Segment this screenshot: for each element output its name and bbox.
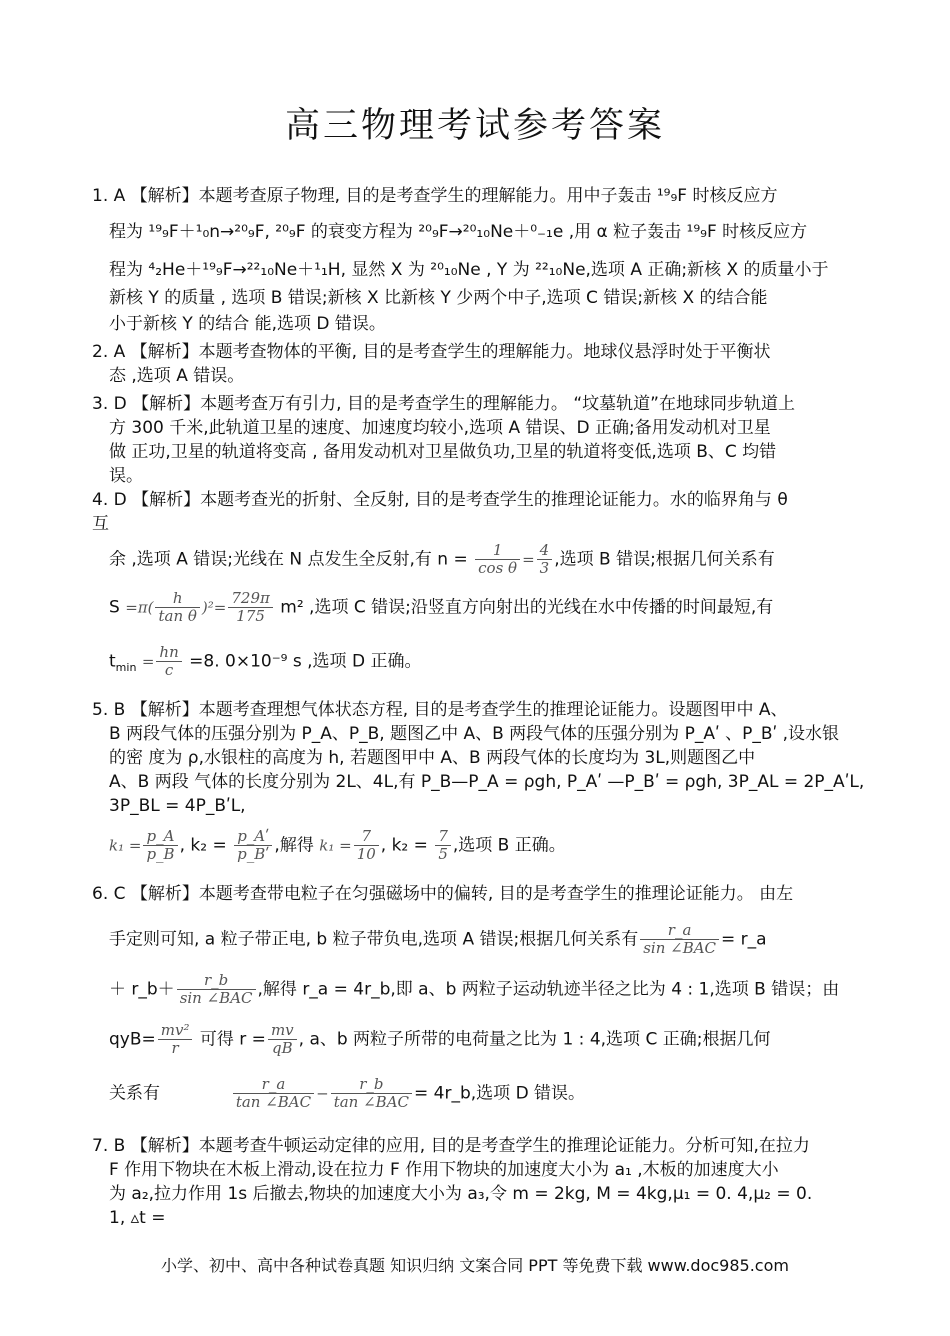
- answer-3-line-1: 3. D 【解析】本题考查万有引力, 目的是考查学生的理解能力。 “坟墓轨道”在地球同步轨道上: [92, 394, 795, 414]
- squared-equals: )²=: [201, 598, 227, 617]
- answer-5-line-4: A、B 两段 气体的长度分别为 2L、4L,有 P_B—P_A = ρgh, P_Aʹ —P_Bʹ = ρgh, 3P_AL = 2P_AʹL,: [109, 772, 865, 792]
- answer-7-line-3: 为 a₂,拉力作用 1s 后撤去,物块的加速度大小为 a₃,令 m = 2kg, M = 4kg,μ₁ = 0. 4,μ₂ = 0.: [109, 1184, 813, 1204]
- answer-6-line-4: [92, 1022, 889, 1057]
- area-symbol: S: [109, 597, 120, 618]
- answer-1-line-4: 新核 Y 的质量 , 选项 B 错误;新核 X 比新核 Y 少两个中子,选项 C 错误;新核 X 的结合能: [109, 288, 768, 308]
- fraction-7-over-5: $\frac{7}{5}$: [435, 828, 451, 863]
- answer-4-line-2: 互: [92, 514, 109, 534]
- answer-5-line-1: 5. B 【解析】本题考查理想气体状态方程, 目的是考查学生的推理论证能力。设题图甲中 A、: [92, 700, 788, 720]
- fraction-h-over-tan: $\frac{h}{\text{tan θ}}$: [155, 590, 199, 625]
- answer-6-text: qyB=: [109, 1029, 156, 1050]
- answer-4-text: ,选项 B 错误;根据几何关系有: [554, 549, 775, 570]
- footer-text: 小学、初中、高中各种试卷真题 知识归纳 文案合同 PPT 等免费下载 www.doc985.com: [161, 1256, 789, 1275]
- k1-label: k₁ =: [319, 836, 352, 855]
- answer-3-line-3: 做 正功,卫星的轨道将变高 , 备用发动机对卫星做负功,卫星的轨道将变低,选项 B、C 均错: [109, 442, 777, 462]
- answer-6-line-5: [92, 1076, 889, 1111]
- answer-6-text: 手定则可知, a 粒子带正电, b 粒子带负电,选项 A 错误;根据几何关系有: [109, 929, 639, 950]
- fraction-ra-over-tan: $\frac{r\_a}{\text{tan ∠BAC}}$: [233, 1076, 314, 1111]
- answer-4-line-1: 4. D 【解析】本题考查光的折射、全反射, 目的是考查学生的推理论证能力。水的临界角与 θ: [92, 490, 788, 510]
- fraction-mv-over-qb: $\frac{mv}{qB}$: [268, 1022, 297, 1057]
- answer-5-text: ,选项 B 正确。: [452, 835, 566, 856]
- answer-7-line-2: F 作用下物块在木板上滑动,设在拉力 F 作用下物块的加速度大小为 a₁ ,木板的加速度大小: [109, 1160, 779, 1180]
- k1-label: k₁ =: [109, 836, 142, 855]
- answer-4-line-5: [92, 644, 889, 680]
- answer-4-text: m² ,选项 C 错误;沿竖直方向射出的光线在水中传播的时间最短,有: [280, 597, 774, 618]
- page-title: 高三物理考试参考答案: [284, 106, 665, 146]
- equals-sign: =: [522, 550, 535, 569]
- answer-3-line-2: 方 300 千米,此轨道卫星的速度、加速度均较小,选项 A 错误、D 正确;备用发动机对卫星: [109, 418, 771, 438]
- fraction-rb-over-sin: $\frac{r\_b}{\text{sin ∠BAC}}$: [177, 972, 256, 1007]
- fraction-ra-over-sin: $\frac{r\_a}{\text{sin ∠BAC}}$: [640, 922, 719, 957]
- fraction-pa-prime-over-pb-prime: $\frac{\text{p\_Aʹ}}{\text{p\_Bʹ}}$: [234, 828, 272, 863]
- answer-5-line-2: B 两段气体的压强分别为 P_A、P_B, 题图乙中 A、B 两段气体的压强分别为 P_Aʹ 、P_Bʹ ,设水银: [109, 724, 840, 744]
- answer-4-line-3: [92, 542, 889, 577]
- answer-6-line-3: [92, 972, 889, 1007]
- time-subscript: min: [115, 660, 137, 674]
- answer-7-line-4: 1, ▵t =: [109, 1208, 166, 1228]
- answer-4-line-4: [92, 590, 889, 625]
- answer-6-line-2: [92, 922, 889, 957]
- answer-5-line-6: [92, 828, 889, 863]
- answer-6-text: 关系有: [109, 1083, 160, 1104]
- fraction-mv2-over-r: $\frac{\text{mv²}}{r}$: [158, 1022, 193, 1057]
- fraction-729pi-over-175: $\frac{729\pi}{175}$: [228, 590, 273, 625]
- answer-2-line-2: 态 ,选项 A 错误。: [109, 366, 245, 386]
- solve-text: ,解得: [274, 835, 314, 856]
- fraction-1-over-cos: $\frac{1}{\text{cos θ}}$: [475, 542, 520, 577]
- pi-expression: =π(: [125, 598, 154, 617]
- fraction-7-over-10: $\frac{7}{10}$: [354, 828, 379, 863]
- answer-5-line-5: 3P_BL = 4P_BʹL,: [109, 796, 246, 816]
- answer-4-text: =8. 0×10⁻⁹ s ,选项 D 正确。: [189, 651, 422, 672]
- answer-1-line-3: 程为 ⁴₂He＋¹⁹₉F→²²₁₀Ne＋¹₁H, 显然 X 为 ²⁰₁₀Ne , Y 为 ²²₁₀Ne,选项 A 正确;新核 X 的质量小于: [109, 260, 829, 280]
- fraction-pa-over-pb: $\frac{p\_A}{p\_B}$: [143, 828, 177, 863]
- answer-1-line-2: 程为 ¹⁹₉F＋¹₀n→²⁰₉F, ²⁰₉F 的衰变方程为 ²⁰₉F→²⁰₁₀Ne＋⁰₋₁e ,用 α 粒子轰击 ¹⁹₉F 时核反应方: [109, 222, 808, 242]
- fraction-rb-over-tan: $\frac{r\_b}{\text{tan ∠BAC}}$: [331, 1076, 412, 1111]
- answer-5-line-3: 的密 度为 ρ,水银柱的高度为 h, 若题图甲中 A、B 两段气体的长度均为 3L,则题图乙中: [109, 748, 756, 768]
- answer-6-text: = 4r_b,选项 D 错误。: [414, 1083, 586, 1104]
- answer-6-text: 可得 r =: [199, 1029, 266, 1050]
- time-symbol: t: [109, 651, 116, 672]
- fraction-4-over-3: $\frac{4}{3}$: [537, 542, 553, 577]
- equals-sign: =: [141, 652, 155, 671]
- minus-sign: −: [316, 1084, 329, 1103]
- answer-4-text: 余 ,选项 A 错误;光线在 N 点发生全反射,有 n =: [109, 549, 468, 570]
- answer-2-line-1: 2. A 【解析】本题考查物体的平衡, 目的是考查学生的理解能力。地球仪悬浮时处于平衡状: [92, 342, 771, 362]
- answer-6-text: ＋ r_b＋: [109, 979, 175, 1000]
- answer-6-text: ,解得 r_a = 4r_b,即 a、b 两粒子运动轨迹半径之比为 4 : 1,选项 B 错误；由: [257, 979, 840, 1000]
- k2-label: , k₂ =: [380, 835, 428, 856]
- answer-1-line-5: 小于新核 Y 的结合 能,选项 D 错误。: [109, 314, 386, 334]
- answer-3-line-4: 误。: [109, 466, 143, 486]
- answer-6-line-1: 6. C 【解析】本题考查带电粒子在匀强磁场中的偏转, 目的是考查学生的推理论证能力。 由左: [92, 884, 794, 904]
- answer-7-line-1: 7. B 【解析】本题考查牛顿运动定律的应用, 目的是考查学生的推理论证能力。分析可知,在拉力: [92, 1136, 810, 1156]
- answer-6-text: = r_a: [721, 929, 767, 950]
- answer-6-text: , a、b 两粒子所带的电荷量之比为 1 : 4,选项 C 正确;根据几何: [298, 1029, 771, 1050]
- k2-label: , k₂ =: [179, 835, 227, 856]
- fraction-hn-over-c: $\frac{hn}{c}$: [156, 644, 181, 679]
- answer-1-line-1: 1. A 【解析】本题考查原子物理, 目的是考查学生的理解能力。用中子轰击 ¹⁹₉F 时核反应方: [92, 186, 778, 206]
